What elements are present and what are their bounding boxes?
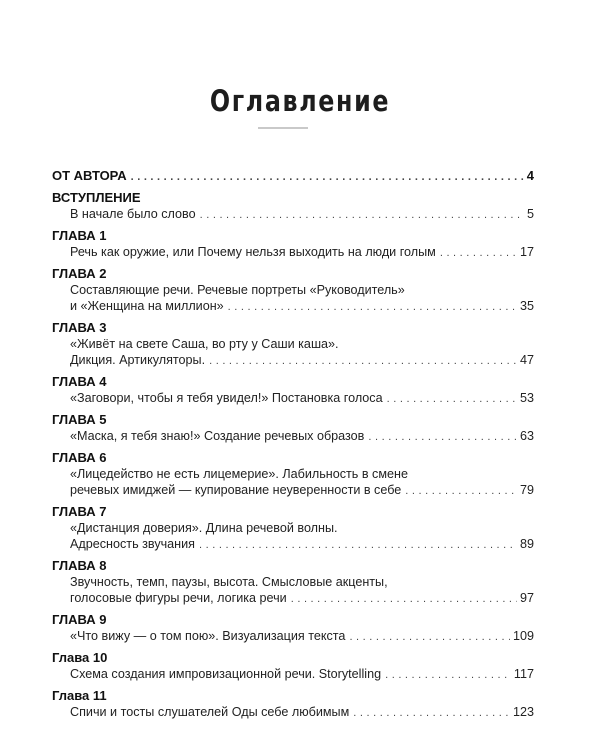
toc-label: ОТ АВТОРА xyxy=(52,168,127,183)
page-number: 117 xyxy=(513,667,534,681)
toc-title-cont: и «Женщина на миллион» xyxy=(70,299,224,313)
page-number: 89 xyxy=(519,537,534,551)
page-number: 53 xyxy=(519,391,534,405)
toc-title-cont: голосовые фигуры речи, логика речи xyxy=(70,591,287,605)
toc-entry-chapter-10[interactable] xyxy=(52,650,534,682)
toc-entry-chapter-7[interactable] xyxy=(52,504,534,552)
toc-heading: ГЛАВА 1 xyxy=(52,228,107,243)
toc-title: Речь как оружие, или Почему нельзя выходить на люди голым xyxy=(70,245,436,259)
dot-leader xyxy=(228,299,517,315)
page-number: 47 xyxy=(519,353,534,367)
toc-title: В начале было слово xyxy=(70,207,196,221)
page-number: 97 xyxy=(519,591,534,605)
toc-title: Составляющие речи. Речевые портреты «Руководитель» xyxy=(70,283,405,297)
toc-title-cont: речевых имиджей — купирование неуверенности в себе xyxy=(70,483,402,497)
dot-leader xyxy=(131,169,524,185)
dot-leader xyxy=(387,391,517,407)
dot-leader xyxy=(368,429,517,445)
toc-heading: ГЛАВА 6 xyxy=(52,450,107,465)
page-number: 109 xyxy=(512,629,534,643)
toc-title-cont: Адресность звучания xyxy=(70,537,195,551)
toc-title: «Дистанция доверия». Длина речевой волны. xyxy=(70,521,338,535)
title-underline xyxy=(258,127,308,129)
toc-entry-intro[interactable] xyxy=(52,190,534,222)
page-number: 4 xyxy=(526,168,534,183)
toc-entry-chapter-9[interactable] xyxy=(52,612,534,644)
toc-entry-chapter-1[interactable] xyxy=(52,228,534,260)
dot-leader xyxy=(200,207,524,223)
toc-title: «Заговори, чтобы я тебя увидел!» Постановка голоса xyxy=(70,391,383,405)
dot-leader xyxy=(349,629,510,645)
page-number: 5 xyxy=(526,207,534,221)
toc-entry-chapter-8[interactable] xyxy=(52,558,534,606)
page-title: Оглавление xyxy=(209,84,391,118)
dot-leader xyxy=(291,591,517,607)
toc-entry-chapter-5[interactable] xyxy=(52,412,534,444)
toc-heading: ГЛАВА 8 xyxy=(52,558,107,573)
toc-title: Спичи и тосты слушателей Оды себе любимым xyxy=(70,705,350,719)
page-number: 79 xyxy=(519,483,534,497)
toc-heading: Глава 11 xyxy=(52,688,107,703)
toc-heading: ГЛАВА 2 xyxy=(52,266,107,281)
dot-leader xyxy=(385,667,511,683)
page-number: 123 xyxy=(512,705,534,719)
dot-leader xyxy=(353,705,510,721)
toc-title: «Живёт на свете Саша, во рту у Саши каша». xyxy=(70,337,339,351)
page-number: 63 xyxy=(519,429,534,443)
dot-leader xyxy=(209,353,517,369)
toc-heading: ГЛАВА 4 xyxy=(52,374,107,389)
toc-title: Звучность, темп, паузы, высота. Смысловые акценты, xyxy=(70,575,388,589)
toc-title: «Маска, я тебя знаю!» Создание речевых образов xyxy=(70,429,365,443)
dot-leader xyxy=(199,537,517,553)
page-number: 35 xyxy=(519,299,534,313)
toc-heading: Глава 10 xyxy=(52,650,108,665)
toc-entry-chapter-6[interactable] xyxy=(52,450,534,498)
toc-title: Схема создания импровизационной речи. Storytelling xyxy=(70,667,382,681)
toc-entry-chapter-11[interactable] xyxy=(52,688,534,720)
toc-entry-chapter-2[interactable] xyxy=(52,266,534,314)
toc-entry-author[interactable] xyxy=(52,168,534,184)
page-number: 17 xyxy=(519,245,534,259)
toc-heading: ГЛАВА 3 xyxy=(52,320,107,335)
toc-title: «Что вижу — о том пою». Визуализация текста xyxy=(70,629,346,643)
toc-heading: ГЛАВА 9 xyxy=(52,612,107,627)
toc-title: «Лицедейство не есть лицемерие». Лабильность в смене xyxy=(70,467,408,481)
toc-heading: ГЛАВА 5 xyxy=(52,412,107,427)
toc-heading: ВСТУПЛЕНИЕ xyxy=(52,190,141,205)
dot-leader xyxy=(405,483,517,499)
toc-heading: ГЛАВА 7 xyxy=(52,504,107,519)
dot-leader xyxy=(440,245,517,261)
table-of-contents xyxy=(52,168,534,726)
toc-title-cont: Дикция. Артикуляторы. xyxy=(70,353,206,367)
toc-entry-chapter-3[interactable] xyxy=(52,320,534,368)
toc-entry-chapter-4[interactable] xyxy=(52,374,534,406)
